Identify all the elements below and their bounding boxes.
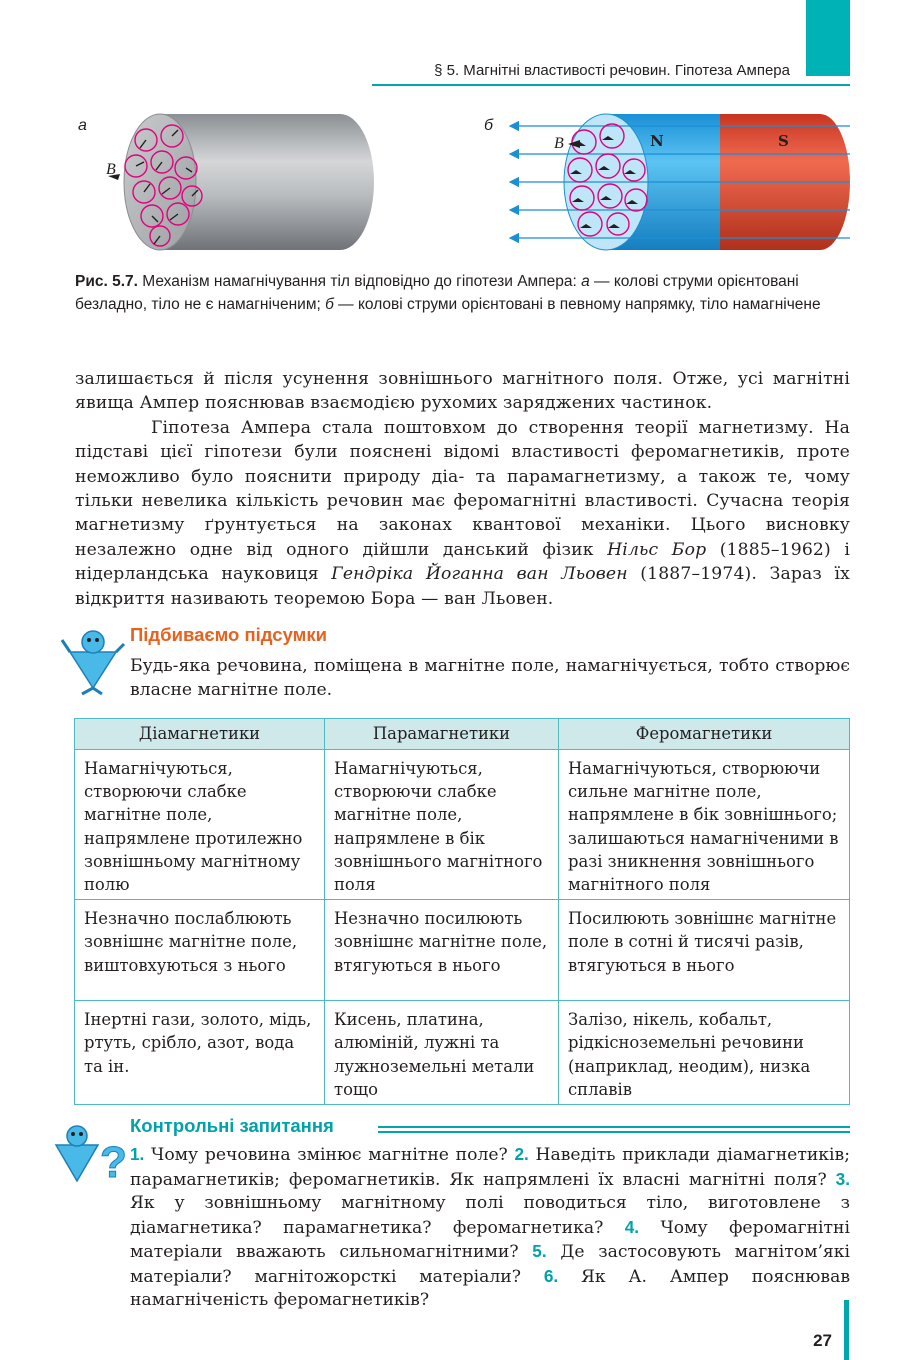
question-number: 2. — [514, 1144, 529, 1164]
questions-list — [130, 1143, 850, 1313]
table-header-row — [75, 719, 850, 750]
table-cell: Намагнічуються, створюючи слабке магнітне поле, напрямлене протилежно зовнішньому магнітному полю — [75, 750, 325, 900]
paragraph-2-text-c: (1887–1974). Зараз їх відкриття називають теоремою Бора — ван Льовен. — [75, 564, 851, 609]
paragraph-1: залишається й після усунення зовнішнього магнітного поля. Отже, усі магнітні явища Ампер пояснював взаємодією рухомих заряджених частинок. — [75, 369, 850, 414]
section-title: § 5. Магнітні властивості речовин. Гіпотеза Ампера — [434, 62, 790, 79]
chapter-tab — [806, 0, 850, 76]
question-number: 1. — [130, 1144, 145, 1164]
header-ferromagnetics: Феромагнетики — [559, 719, 850, 750]
body-text — [75, 367, 850, 611]
paragraph-2-text-a: Гіпотеза Ампера стала поштовхом до створення теорії магнетизму. На підставі цієї гіпотези були пояснені відомі властивості феромагнетиків, проте неможливо було пояснити природу діа- та парамагнетизму, а також те, чому тільки невелика кількість речовин має феромагнітні властивості. Сучасна теорія магнетизму ґрунтується на законах квантової механіки. Цього висновку незалежно одне від одного дійшли данський фізик — [75, 417, 850, 560]
question-mascot-icon — [50, 1123, 127, 1189]
pole-s-label: S — [778, 132, 789, 150]
caption-a-letter: а — [581, 273, 590, 290]
paragraph-2 — [75, 416, 850, 611]
caption-label: Рис. 5.7. — [75, 273, 138, 290]
question-text: Як А. Ампер пояснював намагніченість феромагнетиків? — [130, 1266, 850, 1310]
vector-b-label-b: B — [554, 135, 564, 152]
question-text: Наведіть приклади діамагнетиків; парамагнетиків; феромагнетиків. Як напрямлені їх власні магнітні поля? — [130, 1145, 851, 1190]
summary-text: Будь-яка речовина, поміщена в магнітне поле, намагнічується, тобто створює власне магнітне поле. — [130, 656, 850, 701]
question-number: 4. — [624, 1216, 640, 1237]
caption-a-text: — колові струми орієнтовані безладно, тіло не є намагніченим; — [75, 273, 799, 313]
caption-intro: Механізм намагнічування тіл відповідно до гіпотези Ампера: — [142, 273, 577, 290]
figure-label-a: а — [78, 117, 87, 134]
header-paramagnetics: Парамагнетики — [325, 719, 559, 750]
table-cell: Намагнічуються, створюючи сильне магнітне поле, напрямлене в бік зовнішнього; залишаються намагніченими в разі зникнення зовнішнього магнітного поля — [559, 750, 850, 900]
caption-b-text: — колові струми орієнтовані в певному напрямку, тіло намагнічене — [338, 295, 821, 313]
table-cell: Намагнічуються, створюючи слабке магнітне поле, напрямлене в бік зовнішнього магнітного поля — [325, 750, 559, 900]
header-rule — [372, 84, 850, 86]
name-niels-bohr: Нільс Бор — [607, 539, 707, 560]
magnetized-cylinder — [510, 114, 850, 250]
question-text: Чому феромагнітні матеріали вважають сильномагнітними? — [130, 1217, 850, 1262]
table-cell: Посилюють зовнішнє магнітне поле в сотні й тисячі разів, втягуються в нього — [559, 900, 850, 1001]
table-cell: Інертні гази, золото, мідь, ртуть, срібло, азот, вода та ін. — [75, 1001, 325, 1105]
magnetics-comparison-table — [74, 718, 850, 1105]
page-number-bar — [844, 1300, 849, 1360]
question-text: Як у зовнішньому магнітному полі поводиться тіло, виготовлене з діамагнетика? парамагнетика? феромагнетика? — [130, 1193, 850, 1238]
figure-caption — [75, 271, 855, 316]
questions-heading: Контрольні запитання — [130, 1115, 334, 1136]
questions-rule — [378, 1131, 850, 1133]
caption-b-letter: б — [325, 295, 334, 313]
figure-5-7 — [70, 108, 860, 268]
question-number: 6. — [543, 1265, 559, 1286]
mascot-icon — [62, 626, 124, 696]
header-diamagnetics: Діамагнетики — [75, 719, 325, 750]
table-row — [75, 1001, 850, 1105]
table-cell: Залізо, нікель, кобальт, рідкісноземельні речовини (наприклад, неодим), низка сплавів — [559, 1001, 850, 1105]
paragraph-2-text-b: (1885–1962) і нідерландська науковиця — [75, 539, 850, 585]
unmagnetized-cylinder — [106, 114, 374, 250]
table-row — [75, 750, 850, 900]
page-number: 27 — [813, 1331, 832, 1350]
question-number: 5. — [532, 1241, 547, 1261]
svg-text:?: ? — [100, 1138, 127, 1187]
question-number: 3. — [835, 1168, 850, 1189]
figure-label-b: б — [484, 117, 493, 134]
name-van-leeuwen: Гендріка Йоганна ван Льовен — [331, 564, 628, 585]
questions-rule — [378, 1126, 850, 1128]
table-row — [75, 900, 850, 1001]
question-text: Чому речовина змінює магнітне поле? — [151, 1145, 508, 1165]
pole-n-label: N — [650, 132, 664, 150]
vector-b-label-a: B — [106, 161, 116, 178]
table-cell: Незначно посилюють зовнішнє магнітне поле, втягуються в нього — [325, 900, 559, 1001]
table-cell: Кисень, платина, алюміній, лужні та лужноземельні метали тощо — [325, 1001, 559, 1105]
table-cell: Незначно послаблюють зовнішнє магнітне поле, виштовхуються з нього — [75, 900, 325, 1001]
question-text: Де застосовують магнітом’які матеріали? магнітожорсткі матеріали? — [130, 1242, 850, 1287]
summary-heading: Підбиваємо підсумки — [130, 624, 327, 645]
